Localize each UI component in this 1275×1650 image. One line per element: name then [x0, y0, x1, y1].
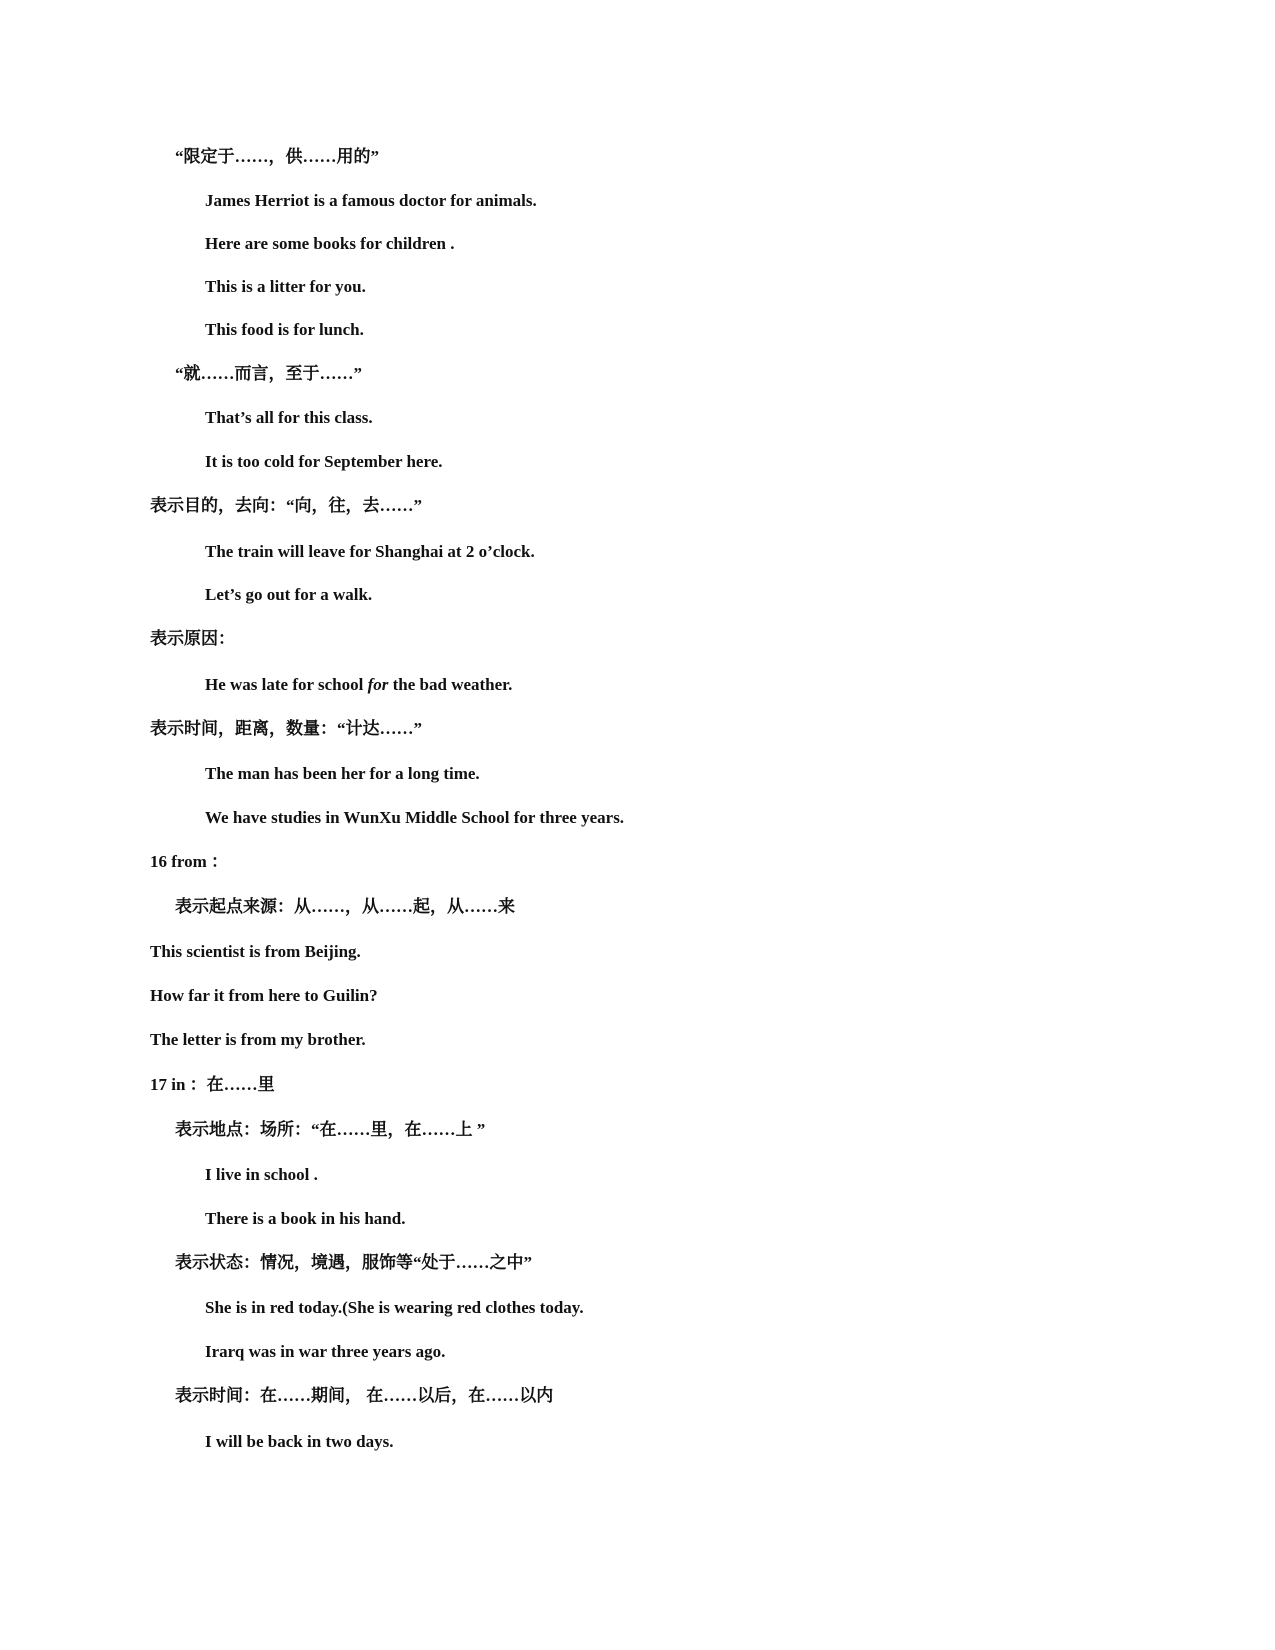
example-sentence: James Herriot is a famous doctor for animals. — [205, 191, 537, 210]
section-heading: 表示时间：在……期间， 在……以后，在……以内 — [175, 1386, 554, 1405]
example-sentence: Irarq was in war three years ago. — [205, 1342, 446, 1361]
sentence-text: the bad weather. — [388, 675, 513, 694]
example-sentence — [205, 674, 512, 696]
example-sentence: It is too cold for September here. — [205, 452, 443, 471]
example-sentence: I will be back in two days. — [205, 1432, 394, 1451]
example-sentence: How far it from here to Guilin? — [150, 986, 378, 1005]
italic-word: for — [367, 675, 389, 694]
example-sentence: That’s all for this class. — [205, 408, 373, 427]
section-heading: 表示地点：场所：“在……里，在……上 ” — [175, 1120, 486, 1139]
example-sentence: The letter is from my brother. — [150, 1030, 366, 1049]
example-sentence: Here are some books for children . — [205, 234, 455, 253]
example-sentence: We have studies in WunXu Middle School for three years. — [205, 808, 625, 827]
example-sentence: The train will leave for Shanghai at 2 o’clock. — [205, 542, 535, 561]
example-sentence: Let’s go out for a walk. — [205, 585, 373, 604]
example-sentence: There is a book in his hand. — [205, 1209, 406, 1228]
section-heading: 表示原因： — [150, 629, 235, 648]
example-sentence: This scientist is from Beijing. — [150, 942, 361, 961]
example-sentence: The man has been her for a long time. — [205, 764, 480, 783]
example-sentence: She is in red today.(She is wearing red clothes today. — [205, 1298, 584, 1317]
example-sentence: This food is for lunch. — [205, 320, 364, 339]
section-heading: “限定于……，供……用的” — [175, 147, 379, 166]
section-heading: 表示状态：情况，境遇，服饰等“处于……之中” — [175, 1253, 532, 1272]
section-heading: 17 in ：在……里 — [150, 1075, 275, 1094]
section-heading: 16 from ： — [150, 852, 229, 871]
section-heading: 表示时间，距离，数量：“计达……” — [150, 719, 422, 738]
example-sentence: I live in school . — [205, 1165, 318, 1184]
section-heading: 表示起点来源：从……，从……起，从……来 — [175, 897, 515, 916]
section-heading: 表示目的，去向：“向，往，去……” — [150, 496, 422, 515]
example-sentence: This is a litter for you. — [205, 277, 366, 296]
section-heading: “就……而言，至于……” — [175, 364, 362, 383]
sentence-text: He was late for school — [205, 675, 368, 694]
